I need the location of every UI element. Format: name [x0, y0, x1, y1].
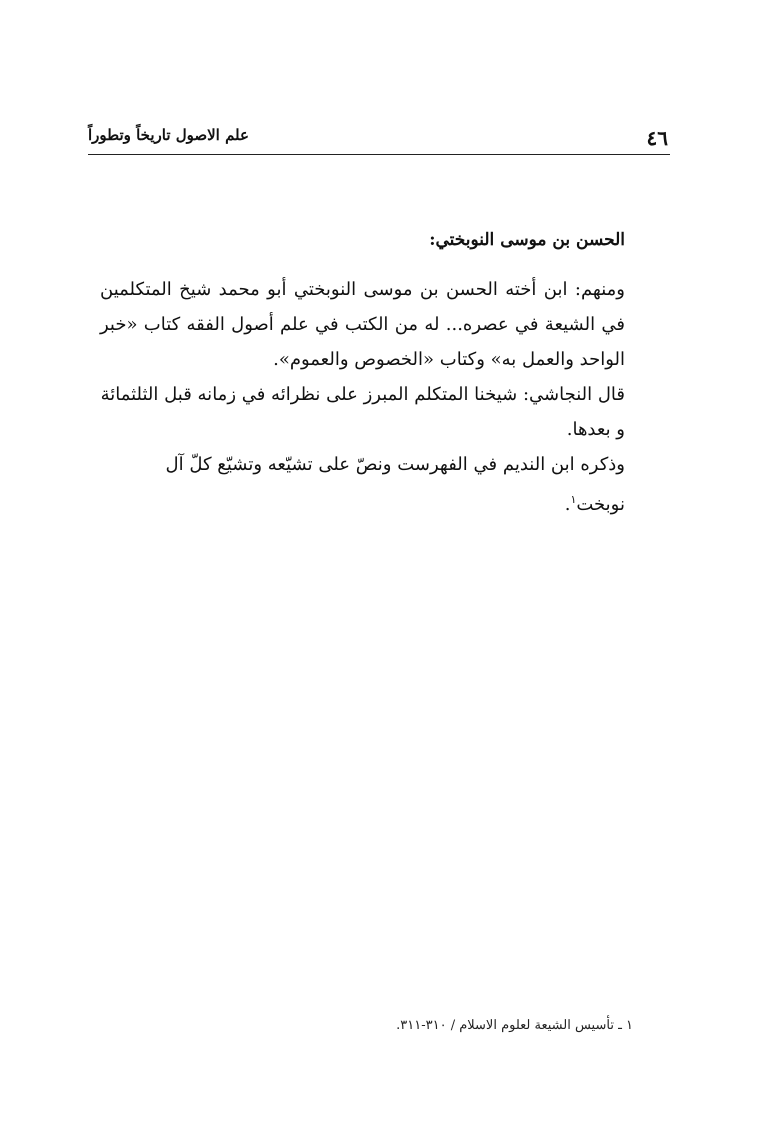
section-heading: الحسن بن موسى النوبختي:	[429, 230, 625, 250]
running-title: علم الاصول تاريخاً وتطوراً	[88, 126, 249, 144]
footnote-reference: ١	[570, 493, 577, 506]
body-text	[100, 226, 625, 522]
paragraph-3-text: وذكره ابن النديم في الفهرست ونصّ على تشيّعه وتشيّع كلّ آل نوبخت	[165, 454, 625, 515]
header-rule	[88, 154, 670, 155]
paragraph-1: ومنهم: ابن أخته الحسن بن موسى النوبختي أبو محمد شيخ المتكلمين في الشيعة في عصره... له من الكتب في علم أصول الفقه كتاب «خبر الواحد والعمل به» وكتاب «الخصوص والعموم».	[100, 279, 625, 370]
paragraph-2: قال النجاشي: شيخنا المتكلم المبرز على نظرائه في زمانه قبل الثلثمائة و بعدها.	[100, 384, 625, 440]
paragraph-3-end: .	[564, 494, 571, 515]
page-number: ٤٦	[646, 126, 668, 150]
page-header	[88, 122, 668, 158]
footnote: ١ ـ تأسيس الشيعة لعلوم الاسلام / ٣١٠-٣١١.	[396, 1018, 633, 1033]
paragraph-3	[100, 447, 625, 522]
